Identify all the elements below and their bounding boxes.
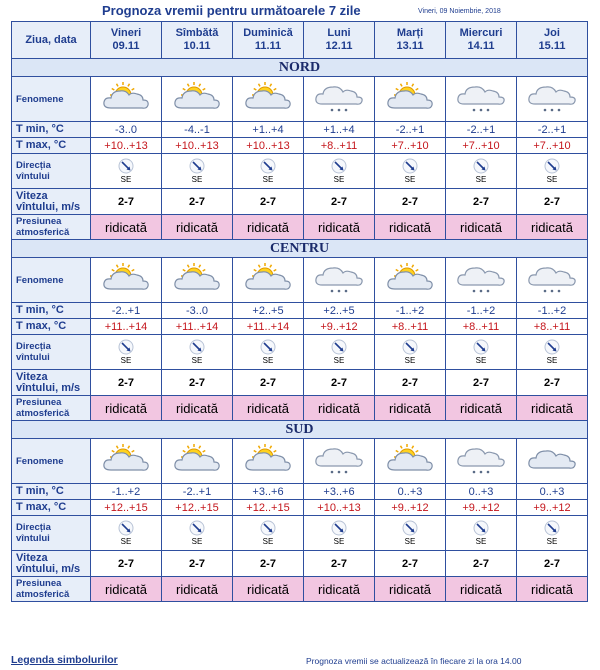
weather-cell xyxy=(162,258,233,303)
wind-arrow-icon xyxy=(402,339,418,355)
tmax-value: +7..+10 xyxy=(446,138,517,154)
wind-arrow-icon xyxy=(118,339,134,355)
pressure-label-line2: atmosferică xyxy=(16,227,70,238)
weather-cell xyxy=(233,439,304,484)
pressure-label xyxy=(12,215,91,240)
wind-speed-value: 2-7 xyxy=(91,551,162,577)
day-name: Vineri xyxy=(110,27,142,39)
day-name: Joi xyxy=(544,27,560,39)
wind-direction xyxy=(304,158,374,184)
wind-speed-value: 2-7 xyxy=(91,189,162,215)
tmin-value: -1..+2 xyxy=(91,484,162,500)
tmax-label: T max, °C xyxy=(12,138,91,154)
tmax-value: +7..+10 xyxy=(375,138,446,154)
sun-cloud-icon xyxy=(99,82,153,116)
day-name: Miercuri xyxy=(459,27,503,39)
wind-speed-value: 2-7 xyxy=(375,370,446,396)
wind-direction-cell xyxy=(233,154,304,189)
tmax-value: +9..+12 xyxy=(446,500,517,516)
wind-speed-value: 2-7 xyxy=(517,551,588,577)
wind-direction xyxy=(91,158,161,184)
wind-arrow-icon xyxy=(402,520,418,536)
wind-speed-value: 2-7 xyxy=(162,370,233,396)
issue-date: Vineri, 09 Noiembrie, 2018 xyxy=(418,8,501,15)
wind-direction-value: SE xyxy=(262,537,274,546)
wind-direction-cell xyxy=(162,335,233,370)
pressure-value: ridicată xyxy=(162,396,233,421)
wind-speed-label xyxy=(12,551,91,577)
day-header xyxy=(162,22,233,59)
wind-direction-value: SE xyxy=(262,175,274,184)
pressure-value: ridicată xyxy=(91,577,162,602)
sun-cloud-icon xyxy=(170,263,224,297)
wind-speed-value: 2-7 xyxy=(233,189,304,215)
wind-speed-value: 2-7 xyxy=(446,551,517,577)
weather-cell xyxy=(517,439,588,484)
day-header xyxy=(446,22,517,59)
sun-cloud-icon xyxy=(241,263,295,297)
wind-direction-cell xyxy=(304,335,375,370)
tmin-value: -2..+1 xyxy=(162,484,233,500)
wind-direction xyxy=(304,520,374,546)
pressure-value: ridicată xyxy=(304,215,375,240)
snow-cloud-icon xyxy=(454,82,508,116)
wind-arrow-icon xyxy=(402,158,418,174)
header xyxy=(0,3,600,19)
day-header xyxy=(91,22,162,59)
wind-direction-value: SE xyxy=(546,537,558,546)
wind-direction-cell xyxy=(304,516,375,551)
weather-cell xyxy=(162,77,233,122)
tmin-value: -2..+1 xyxy=(375,122,446,138)
wind-direction-cell xyxy=(517,335,588,370)
sun-cloud-icon xyxy=(99,444,153,478)
weather-cell xyxy=(233,258,304,303)
pressure-value: ridicată xyxy=(375,215,446,240)
wind-direction-label xyxy=(12,516,91,551)
sun-cloud-icon xyxy=(241,82,295,116)
cloud-icon xyxy=(525,444,579,478)
fenomene-label: Fenomene xyxy=(12,439,91,484)
tmin-value: -2..+1 xyxy=(91,303,162,319)
wind-arrow-icon xyxy=(189,339,205,355)
pressure-label-line1: Presiunea xyxy=(16,578,62,589)
pressure-label xyxy=(12,396,91,421)
wind-direction-value: SE xyxy=(475,356,487,365)
day-date: 13.11 xyxy=(396,40,424,52)
wind-arrow-icon xyxy=(260,520,276,536)
wind-direction-cell xyxy=(375,154,446,189)
wind-direction xyxy=(375,339,445,365)
day-date: 14.11 xyxy=(467,40,495,52)
page-title: Prognoza vremii pentru următoarele 7 zile xyxy=(102,3,361,18)
wind-direction xyxy=(233,339,303,365)
pressure-value: ridicată xyxy=(162,215,233,240)
wind-direction-cell xyxy=(375,335,446,370)
day-date: 11.11 xyxy=(254,40,282,52)
tmin-value: -3..0 xyxy=(162,303,233,319)
wind-arrow-icon xyxy=(118,520,134,536)
wind-direction xyxy=(446,339,516,365)
tmax-value: +8..+11 xyxy=(517,319,588,335)
wind-direction-cell xyxy=(446,154,517,189)
wind-direction xyxy=(91,339,161,365)
pressure-label-line2: atmosferică xyxy=(16,408,70,419)
tmax-value: +7..+10 xyxy=(517,138,588,154)
tmin-value: +3..+6 xyxy=(233,484,304,500)
tmin-label: T min, °C xyxy=(12,122,91,138)
wind-direction-value: SE xyxy=(120,537,132,546)
wind-direction-label-line1: Direcția xyxy=(16,522,51,533)
day-name: Sîmbătă xyxy=(175,27,219,39)
wind-arrow-icon xyxy=(331,339,347,355)
sun-cloud-icon xyxy=(170,444,224,478)
tmin-value: +3..+6 xyxy=(304,484,375,500)
pressure-label xyxy=(12,577,91,602)
tmin-value: -2..+1 xyxy=(517,122,588,138)
day-name: Marți xyxy=(396,27,424,39)
region-title: SUD xyxy=(12,421,588,439)
wind-speed-label-line1: Viteza xyxy=(16,189,48,202)
wind-arrow-icon xyxy=(331,520,347,536)
pressure-value: ridicată xyxy=(446,577,517,602)
wind-direction-value: SE xyxy=(191,175,203,184)
wind-speed-value: 2-7 xyxy=(233,370,304,396)
wind-direction-value: SE xyxy=(333,175,345,184)
pressure-value: ridicată xyxy=(233,577,304,602)
wind-direction-cell xyxy=(375,516,446,551)
snow-cloud-icon xyxy=(312,82,366,116)
weather-cell xyxy=(91,439,162,484)
weather-cell xyxy=(446,439,517,484)
wind-arrow-icon xyxy=(189,158,205,174)
day-header xyxy=(375,22,446,59)
tmax-value: +9..+12 xyxy=(517,500,588,516)
tmax-value: +9..+12 xyxy=(375,500,446,516)
day-date: 10.11 xyxy=(183,40,211,52)
wind-speed-value: 2-7 xyxy=(375,189,446,215)
tmax-value: +8..+11 xyxy=(304,138,375,154)
tmax-value: +12..+15 xyxy=(162,500,233,516)
sun-cloud-icon xyxy=(99,263,153,297)
wind-direction xyxy=(375,158,445,184)
snow-cloud-icon xyxy=(454,444,508,478)
wind-speed-label-line1: Viteza xyxy=(16,551,48,564)
wind-direction-value: SE xyxy=(404,356,416,365)
tmin-value: +2..+5 xyxy=(233,303,304,319)
tmin-value: -4..-1 xyxy=(162,122,233,138)
wind-direction-cell xyxy=(446,516,517,551)
wind-speed-label xyxy=(12,370,91,396)
region-title: NORD xyxy=(12,59,588,77)
wind-direction-value: SE xyxy=(404,175,416,184)
pressure-value: ridicată xyxy=(304,577,375,602)
tmax-value: +12..+15 xyxy=(91,500,162,516)
tmax-label: T max, °C xyxy=(12,500,91,516)
weather-cell xyxy=(304,439,375,484)
wind-direction-label-line2: vîntului xyxy=(16,533,50,544)
wind-direction-cell xyxy=(517,154,588,189)
tmin-label: T min, °C xyxy=(12,484,91,500)
wind-direction-value: SE xyxy=(475,175,487,184)
wind-direction-value: SE xyxy=(404,537,416,546)
wind-speed-label-line1: Viteza xyxy=(16,370,48,383)
wind-speed-value: 2-7 xyxy=(304,551,375,577)
sun-cloud-icon xyxy=(170,82,224,116)
day-date: 15.11 xyxy=(538,40,566,52)
weather-cell xyxy=(517,77,588,122)
tmin-value: +1..+4 xyxy=(304,122,375,138)
wind-direction xyxy=(517,520,587,546)
wind-speed-label-line2: vîntului, m/s xyxy=(16,200,81,213)
pressure-label-line2: atmosferică xyxy=(16,589,70,600)
tmax-value: +9..+12 xyxy=(304,319,375,335)
wind-direction-cell xyxy=(162,154,233,189)
region-title: CENTRU xyxy=(12,240,588,258)
pressure-label-line1: Presiunea xyxy=(16,216,62,227)
tmax-value: +10..+13 xyxy=(233,138,304,154)
tmin-value: +2..+5 xyxy=(304,303,375,319)
tmin-value: 0..+3 xyxy=(446,484,517,500)
wind-speed-value: 2-7 xyxy=(375,551,446,577)
sun-cloud-icon xyxy=(383,82,437,116)
wind-speed-value: 2-7 xyxy=(517,370,588,396)
weather-cell xyxy=(375,258,446,303)
snow-cloud-icon xyxy=(312,263,366,297)
wind-speed-value: 2-7 xyxy=(446,370,517,396)
snow-cloud-icon xyxy=(525,82,579,116)
wind-direction-value: SE xyxy=(262,356,274,365)
wind-direction-cell xyxy=(446,335,517,370)
wind-direction-cell xyxy=(91,154,162,189)
wind-direction-label-line1: Direcția xyxy=(16,160,51,171)
wind-direction xyxy=(517,158,587,184)
wind-speed-value: 2-7 xyxy=(446,189,517,215)
wind-arrow-icon xyxy=(118,158,134,174)
pressure-value: ridicată xyxy=(517,577,588,602)
wind-direction-value: SE xyxy=(191,356,203,365)
wind-speed-value: 2-7 xyxy=(91,370,162,396)
day-name: Duminică xyxy=(243,27,293,39)
wind-direction-label-line1: Direcția xyxy=(16,341,51,352)
tmax-value: +11..+14 xyxy=(91,319,162,335)
wind-direction xyxy=(233,158,303,184)
fenomene-label: Fenomene xyxy=(12,77,91,122)
wind-direction-cell xyxy=(304,154,375,189)
weather-cell xyxy=(91,258,162,303)
wind-direction-cell xyxy=(233,516,304,551)
sun-cloud-icon xyxy=(383,263,437,297)
pressure-value: ridicată xyxy=(517,215,588,240)
weather-cell xyxy=(162,439,233,484)
tmin-value: 0..+3 xyxy=(375,484,446,500)
weather-cell xyxy=(517,258,588,303)
wind-speed-label-line2: vîntului, m/s xyxy=(16,381,81,394)
wind-speed-value: 2-7 xyxy=(517,189,588,215)
tmin-value: -1..+2 xyxy=(375,303,446,319)
weather-cell xyxy=(446,77,517,122)
pressure-value: ridicată xyxy=(375,577,446,602)
wind-direction-cell xyxy=(91,335,162,370)
pressure-value: ridicată xyxy=(446,215,517,240)
sun-cloud-icon xyxy=(383,444,437,478)
weather-cell xyxy=(304,258,375,303)
wind-direction-value: SE xyxy=(333,356,345,365)
wind-direction-value: SE xyxy=(333,537,345,546)
wind-direction xyxy=(91,520,161,546)
wind-direction-value: SE xyxy=(546,356,558,365)
fenomene-label: Fenomene xyxy=(12,258,91,303)
day-header xyxy=(304,22,375,59)
day-header xyxy=(233,22,304,59)
weather-cell xyxy=(91,77,162,122)
wind-direction-value: SE xyxy=(120,175,132,184)
wind-arrow-icon xyxy=(473,158,489,174)
pressure-value: ridicată xyxy=(233,215,304,240)
wind-direction xyxy=(446,520,516,546)
wind-arrow-icon xyxy=(544,520,560,536)
tmax-value: +10..+13 xyxy=(304,500,375,516)
wind-arrow-icon xyxy=(544,158,560,174)
tmin-value: -2..+1 xyxy=(446,122,517,138)
wind-direction-label xyxy=(12,335,91,370)
tmax-value: +11..+14 xyxy=(233,319,304,335)
wind-direction-label-line2: vîntului xyxy=(16,352,50,363)
wind-speed-label-line2: vîntului, m/s xyxy=(16,562,81,575)
snow-cloud-icon xyxy=(454,263,508,297)
wind-direction-value: SE xyxy=(120,356,132,365)
wind-direction-value: SE xyxy=(475,537,487,546)
wind-speed-value: 2-7 xyxy=(304,189,375,215)
wind-direction xyxy=(446,158,516,184)
wind-arrow-icon xyxy=(189,520,205,536)
wind-direction-label xyxy=(12,154,91,189)
wind-direction xyxy=(304,339,374,365)
day-date: 12.11 xyxy=(325,40,353,52)
sun-cloud-icon xyxy=(241,444,295,478)
wind-speed-value: 2-7 xyxy=(162,551,233,577)
wind-speed-value: 2-7 xyxy=(162,189,233,215)
snow-cloud-icon xyxy=(312,444,366,478)
tmin-label: T min, °C xyxy=(12,303,91,319)
day-date: 09.11 xyxy=(112,40,140,52)
wind-direction-value: SE xyxy=(546,175,558,184)
weather-cell xyxy=(233,77,304,122)
wind-direction-value: SE xyxy=(191,537,203,546)
wind-direction-cell xyxy=(91,516,162,551)
tmax-label: T max, °C xyxy=(12,319,91,335)
wind-direction-label-line2: vîntului xyxy=(16,171,50,182)
pressure-value: ridicată xyxy=(446,396,517,421)
tmax-value: +10..+13 xyxy=(162,138,233,154)
tmin-value: -1..+2 xyxy=(517,303,588,319)
pressure-value: ridicată xyxy=(517,396,588,421)
wind-direction xyxy=(233,520,303,546)
pressure-value: ridicată xyxy=(91,396,162,421)
tmax-value: +12..+15 xyxy=(233,500,304,516)
pressure-value: ridicată xyxy=(375,396,446,421)
tmin-value: -1..+2 xyxy=(446,303,517,319)
wind-direction xyxy=(162,520,232,546)
weather-cell xyxy=(375,77,446,122)
wind-speed-value: 2-7 xyxy=(233,551,304,577)
header-label: Ziua, data xyxy=(12,22,91,59)
wind-arrow-icon xyxy=(260,339,276,355)
day-header xyxy=(517,22,588,59)
footer-note: Prognoza vremii se actualizează în fiecare zi la ora 14.00 xyxy=(306,656,522,666)
wind-direction-cell xyxy=(517,516,588,551)
snow-cloud-icon xyxy=(525,263,579,297)
wind-direction xyxy=(375,520,445,546)
wind-direction xyxy=(517,339,587,365)
forecast-table xyxy=(11,21,588,602)
weather-cell xyxy=(446,258,517,303)
wind-direction-cell xyxy=(162,516,233,551)
pressure-value: ridicată xyxy=(91,215,162,240)
wind-direction xyxy=(162,339,232,365)
wind-arrow-icon xyxy=(473,339,489,355)
wind-direction xyxy=(162,158,232,184)
tmax-value: +10..+13 xyxy=(91,138,162,154)
wind-arrow-icon xyxy=(473,520,489,536)
wind-speed-value: 2-7 xyxy=(304,370,375,396)
legend-link[interactable]: Legenda simbolurilor xyxy=(11,654,118,666)
pressure-value: ridicată xyxy=(304,396,375,421)
wind-arrow-icon xyxy=(331,158,347,174)
tmin-value: -3..0 xyxy=(91,122,162,138)
tmin-value: 0..+3 xyxy=(517,484,588,500)
wind-arrow-icon xyxy=(260,158,276,174)
weather-cell xyxy=(375,439,446,484)
pressure-value: ridicată xyxy=(233,396,304,421)
tmax-value: +8..+11 xyxy=(375,319,446,335)
weather-cell xyxy=(304,77,375,122)
wind-arrow-icon xyxy=(544,339,560,355)
wind-speed-label xyxy=(12,189,91,215)
wind-direction-cell xyxy=(233,335,304,370)
pressure-label-line1: Presiunea xyxy=(16,397,62,408)
tmax-value: +11..+14 xyxy=(162,319,233,335)
tmin-value: +1..+4 xyxy=(233,122,304,138)
pressure-value: ridicată xyxy=(162,577,233,602)
day-name: Luni xyxy=(327,27,351,39)
tmax-value: +8..+11 xyxy=(446,319,517,335)
